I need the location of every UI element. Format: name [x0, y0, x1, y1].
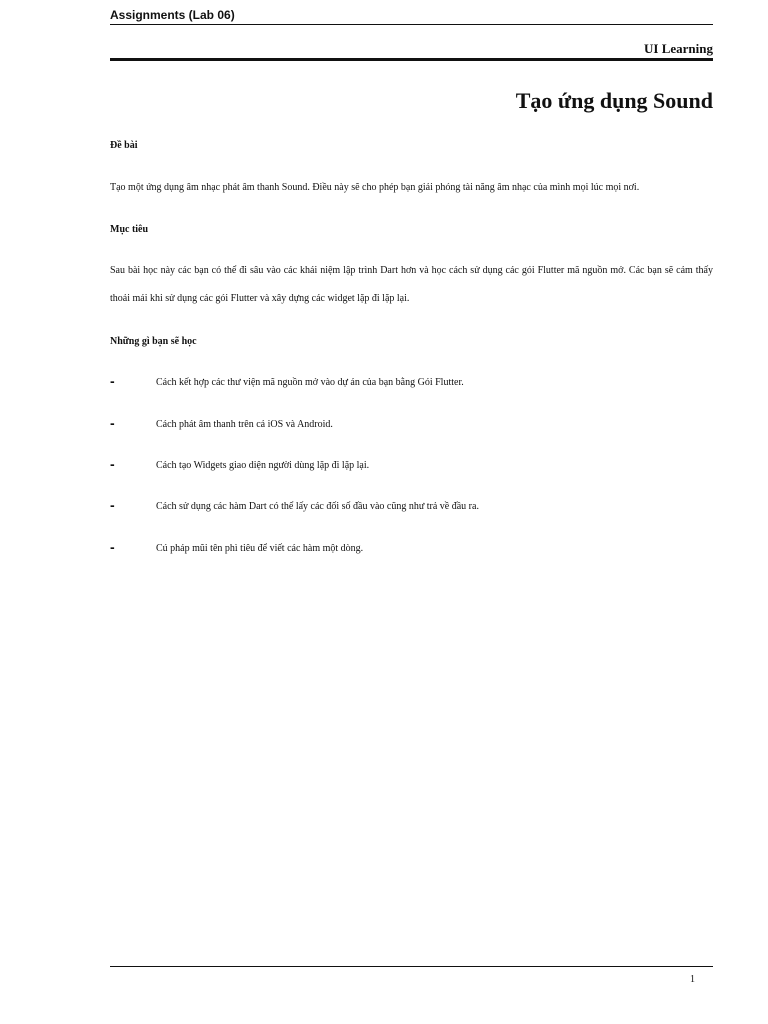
- page-number: 1: [690, 974, 695, 985]
- list-item-text: Cách tạo Widgets giao diện người dùng lặp đi lặp lại.: [156, 460, 370, 471]
- page-title: Tạo ứng dụng Sound: [515, 88, 713, 113]
- section-text-muc-tieu: Sau bài học này các bạn có thể đi sâu vào các khái niệm lập trình Dart hơn và học cách sử dụng các gói Flutter mã nguồn mở. Các bạn sẽ cảm thấy thoải mái khi sử dụng các gói Flutter và xây dựng các widget lặp đi lặp lại.: [110, 265, 713, 304]
- list-item: [110, 456, 713, 480]
- doc-label: Assignments (Lab 06): [110, 8, 235, 22]
- list-item-text: Cách phát âm thanh trên cả iOS và Android.: [156, 419, 333, 430]
- list-item: [110, 539, 713, 563]
- header-divider: [110, 24, 713, 25]
- header-thick-divider: [110, 58, 713, 61]
- list-item: [110, 373, 713, 397]
- section-heading-muc-tieu: Mục tiêu: [110, 224, 149, 235]
- bullet-dash-icon: -: [110, 456, 115, 472]
- section-heading-de-bai: Đề bài: [110, 140, 138, 151]
- section-text-de-bai: Tạo một ứng dụng âm nhạc phát âm thanh Sound. Điều này sẽ cho phép bạn giải phóng tài năng âm nhạc của mình mọi lúc mọi nơi.: [110, 182, 640, 193]
- list-item-text: Cách kết hợp các thư viện mã nguồn mở vào dự án của bạn bằng Gói Flutter.: [156, 377, 464, 388]
- bullet-dash-icon: -: [110, 373, 115, 389]
- bullet-dash-icon: -: [110, 415, 115, 431]
- section-heading-learn: Những gì bạn sẽ học: [110, 336, 197, 347]
- document-page: [110, 0, 713, 1024]
- brand-label: UI Learning: [644, 41, 713, 56]
- list-item-text: Cách sử dụng các hàm Dart có thể lấy các đối số đầu vào cũng như trả về đầu ra.: [156, 501, 479, 512]
- bullet-dash-icon: -: [110, 497, 115, 513]
- list-item: [110, 497, 713, 521]
- list-item: [110, 415, 713, 439]
- bullet-dash-icon: -: [110, 539, 115, 555]
- footer-divider: [110, 966, 713, 967]
- list-item-text: Cú pháp mũi tên phì tiêu để viết các hàm một dòng.: [156, 543, 364, 554]
